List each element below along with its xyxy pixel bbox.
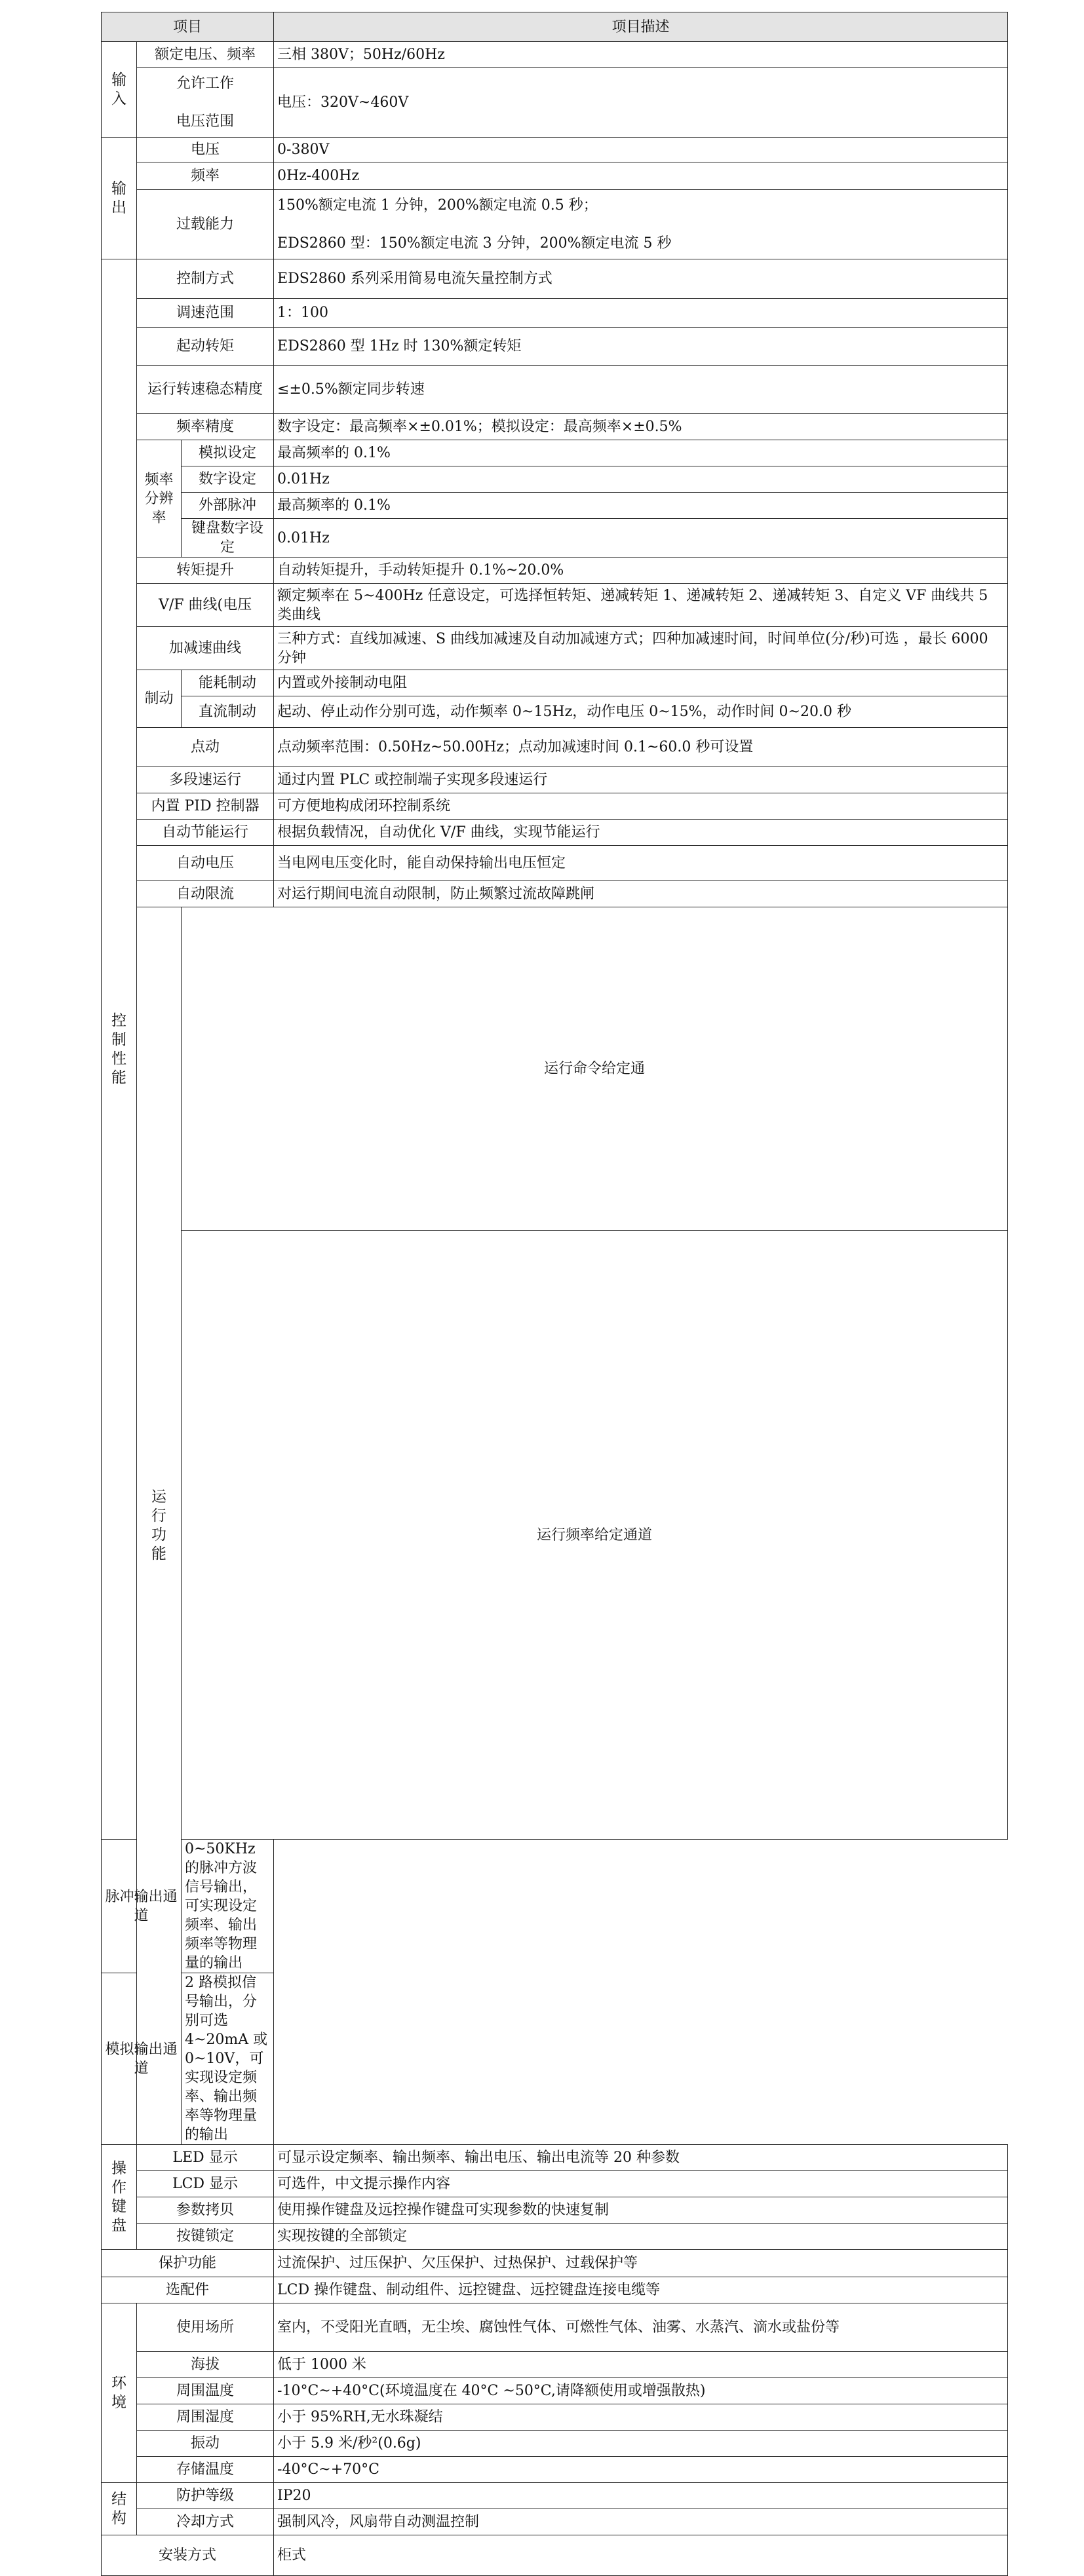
table-row [102,2535,1008,2576]
item-cell: 频率 [137,162,274,190]
item-cell: 按键锁定 [137,2224,274,2250]
table-row [102,2250,1008,2277]
item-cell: 防护等级 [137,2483,274,2509]
item-cell: 点动 [137,728,274,767]
item-cell: LCD 显示 [137,2171,274,2197]
desc-cell: 可选件，中文提示操作内容 [274,2171,1008,2197]
item-cell: 安装方式 [102,2535,274,2576]
spec-table [101,12,1008,2576]
item-cell: 能耗制动 [182,670,274,696]
table-row [102,2197,1008,2224]
desc-cell: 对运行期间电流自动限制，防止频繁过流故障跳闸 [274,881,1008,907]
table-row [102,558,1008,584]
desc-cell: 0~50KHz 的脉冲方波信号输出，可实现设定频率、输出频率等物理量的输出 [182,1840,274,1973]
header-desc: 项目描述 [274,12,1008,42]
group-struct-label: 结 构 [102,2483,137,2535]
desc-cell: 使用操作键盘及远控操作键盘可实现参数的快速复制 [274,2197,1008,2224]
table-row [102,466,1008,493]
desc-cell: 室内，不受阳光直晒，无尘埃、腐蚀性气体、可燃性气体、油雾、水蒸汽、滴水或盐份等 [274,2303,1008,2352]
desc-cell: 过流保护、过压保护、欠压保护、过热保护、过载保护等 [274,2250,1008,2277]
item-cell: 运行频率给定通道 [182,1231,1008,1840]
table-row [102,68,1008,138]
table-row [102,440,1008,466]
item-cell: LED 显示 [137,2145,274,2171]
table-row [102,881,1008,907]
desc-cell: 自动转矩提升，手动转矩提升 0.1%~20.0% [274,558,1008,584]
item-cell: 周围温度 [137,2378,274,2404]
table-row [102,190,1008,259]
table-row [102,2404,1008,2431]
desc-cell: 0.01Hz [274,466,1008,493]
desc-cell: 0-380V [274,138,1008,162]
table-row [102,162,1008,190]
table-row [102,670,1008,696]
table-row [102,2171,1008,2197]
desc-cell: 可显示设定频率、输出频率、输出电压、输出电流等 20 种参数 [274,2145,1008,2171]
table-row [102,328,1008,366]
table-row [102,42,1008,68]
group-control-label: 控 制 性 能 [102,259,137,1840]
item-cell: 周围湿度 [137,2404,274,2431]
header-item: 项目 [102,12,274,42]
desc-cell: 0Hz-400Hz [274,162,1008,190]
table-row [102,696,1008,728]
item-cell: 内置 PID 控制器 [137,793,274,820]
item-cell: 存储温度 [137,2457,274,2483]
item-cell: 脉冲输出通道 [102,1840,182,1973]
group-env-label: 环 境 [102,2303,137,2483]
group-keypad-label: 操 作 键 盘 [102,2145,137,2250]
desc-cell: 数字设定：最高频率×±0.01%；模拟设定：最高频率×±0.5% [274,414,1008,440]
item-cell: 数字设定 [182,466,274,493]
desc-cell: 最高频率的 0.1% [274,493,1008,519]
desc-cell: 实现按键的全部锁定 [274,2224,1008,2250]
desc-cell: 额定频率在 5~400Hz 任意设定，可选择恒转矩、递减转矩 1、递减转矩 2、递减转矩 3、自定义 VF 曲线共 5 类曲线 [274,584,1008,627]
desc-cell: 低于 1000 米 [274,2352,1008,2378]
desc-cell: 根据负载情况，自动优化 V/F 曲线，实现节能运行 [274,820,1008,846]
table-row [102,414,1008,440]
freq-resolution-label: 频率 分辨 率 [137,440,182,558]
item-cell: 模拟设定 [182,440,274,466]
item-cell: 运行命令给定通 [182,907,1008,1231]
item-cell: 电压 [137,138,274,162]
group-run-label: 运 行 功 能 [137,907,182,2145]
desc-cell: 三种方式：直线加减速、S 曲线加减速及自动加减速方式；四种加减速时间，时间单位(分/秒)可选 ，最长 6000 分钟 [274,627,1008,670]
item-cell: 冷却方式 [137,2509,274,2535]
table-row [102,767,1008,793]
desc-cell: 小于 95%RH,无水珠凝结 [274,2404,1008,2431]
table-row [102,627,1008,670]
table-row [102,846,1008,881]
desc-cell: 小于 5.9 米/秒²(0.6g) [274,2431,1008,2457]
item-cell: 调速范围 [137,299,274,328]
item-cell: 模拟输出通道 [102,1973,182,2145]
item-cell: 海拔 [137,2352,274,2378]
desc-cell: -40°C~+70°C [274,2457,1008,2483]
desc-cell: 2 路模拟信号输出，分别可选 4~20mA 或 0~10V，可实现设定频率、输出频率等物理量的输出 [182,1973,274,2145]
item-cell: 转矩提升 [137,558,274,584]
item-cell: 多段速运行 [137,767,274,793]
item-cell: 允许工作 电压范围 [137,68,274,138]
table-row [102,1231,1008,1840]
table-row [102,299,1008,328]
desc-cell: 可方便地构成闭环控制系统 [274,793,1008,820]
table-row [102,2431,1008,2457]
desc-cell: EDS2860 系列采用简易电流矢量控制方式 [274,259,1008,299]
item-cell: 额定电压、频率 [137,42,274,68]
item-cell: 过载能力 [137,190,274,259]
table-row [102,820,1008,846]
item-cell: 运行转速稳态精度 [137,366,274,414]
desc-cell: 电压：320V~460V [274,68,1008,138]
item-cell: 控制方式 [137,259,274,299]
table-row [102,259,1008,299]
desc-cell: 150%额定电流 1 分钟，200%额定电流 0.5 秒； EDS2860 型：150%额定电流 3 分钟，200%额定电流 5 秒 [274,190,1008,259]
brake-label: 制动 [137,670,182,728]
item-cell: 保护功能 [102,2250,274,2277]
item-cell: 加减速曲线 [137,627,274,670]
item-cell: 起动转矩 [137,328,274,366]
item-cell: 直流制动 [182,696,274,728]
table-row [102,2457,1008,2483]
item-cell: 自动电压 [137,846,274,881]
desc-cell: 最高频率的 0.1% [274,440,1008,466]
item-cell: 外部脉冲 [182,493,274,519]
item-cell: 键盘数字设定 [182,519,274,558]
desc-cell: ≤±0.5%额定同步转速 [274,366,1008,414]
desc-cell: 通过内置 PLC 或控制端子实现多段速运行 [274,767,1008,793]
table-row [102,2509,1008,2535]
item-cell: 振动 [137,2431,274,2457]
desc-cell: 内置或外接制动电阻 [274,670,1008,696]
item-cell: 频率精度 [137,414,274,440]
table-row [102,2303,1008,2352]
table-row [102,907,1008,1231]
desc-cell: 起动、停止动作分别可选，动作频率 0~15Hz，动作电压 0~15%，动作时间 0~20.0 秒 [274,696,1008,728]
desc-cell: 三相 380V；50Hz/60Hz [274,42,1008,68]
item-cell: 参数拷贝 [137,2197,274,2224]
table-row [102,138,1008,162]
item-cell: V/F 曲线(电压 [137,584,274,627]
table-row [102,2145,1008,2171]
desc-cell: EDS2860 型 1Hz 时 130%额定转矩 [274,328,1008,366]
table-row [102,2224,1008,2250]
desc-cell: -10°C~+40°C(环境温度在 40°C ~50°C,请降额使用或增强散热) [274,2378,1008,2404]
table-row [102,584,1008,627]
table-row [102,1840,1008,1973]
table-row [102,728,1008,767]
table-row [102,1973,1008,2145]
group-input-label: 输 入 [102,42,137,138]
desc-cell: 点动频率范围：0.50Hz~50.00Hz；点动加减速时间 0.1~60.0 秒可设置 [274,728,1008,767]
item-cell: 自动限流 [137,881,274,907]
desc-cell: 当电网电压变化时，能自动保持输出电压恒定 [274,846,1008,881]
table-row [102,366,1008,414]
group-output-label: 输 出 [102,138,137,259]
item-cell: 选配件 [102,2277,274,2303]
table-row [102,519,1008,558]
desc-cell: 1：100 [274,299,1008,328]
desc-cell: IP20 [274,2483,1008,2509]
table-row [102,793,1008,820]
table-row [102,2277,1008,2303]
item-cell: 自动节能运行 [137,820,274,846]
desc-cell: LCD 操作键盘、制动组件、远控键盘、远控键盘连接电缆等 [274,2277,1008,2303]
item-cell: 使用场所 [137,2303,274,2352]
table-row [102,2352,1008,2378]
table-row [102,2483,1008,2509]
header-row [102,12,1008,42]
table-row [102,493,1008,519]
desc-cell: 0.01Hz [274,519,1008,558]
desc-cell: 强制风冷，风扇带自动测温控制 [274,2509,1008,2535]
desc-cell: 柜式 [274,2535,1008,2576]
table-row [102,2378,1008,2404]
